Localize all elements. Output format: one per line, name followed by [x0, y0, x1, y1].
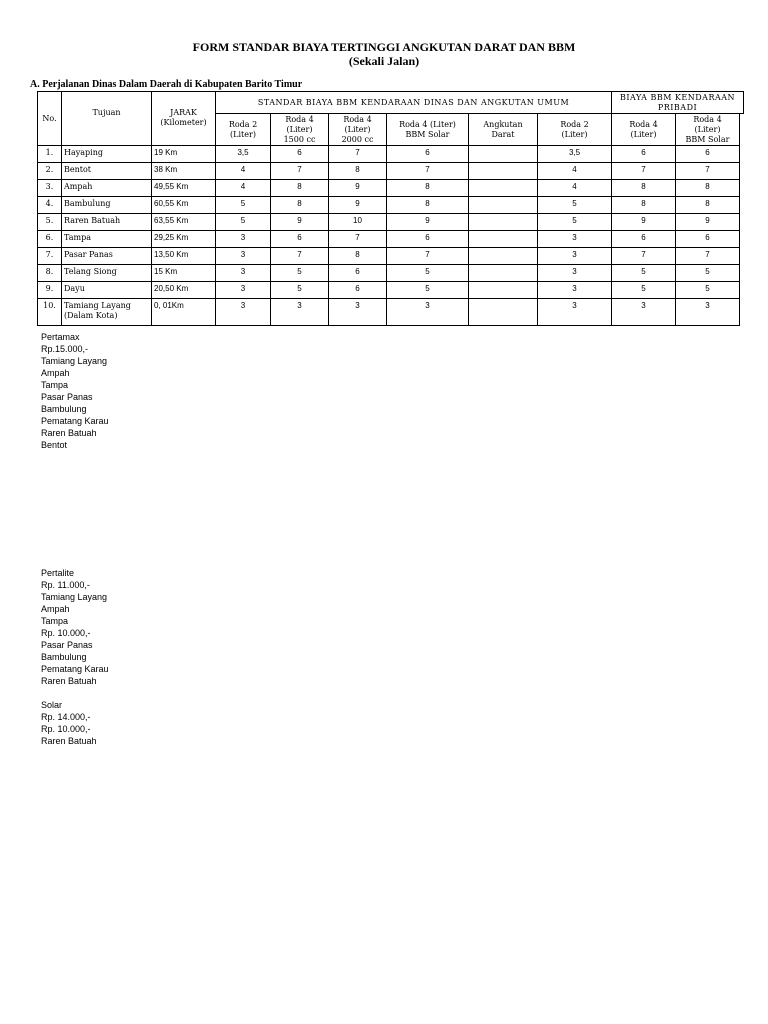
cell-dinas-roda2: 4 [216, 163, 271, 180]
cell-dinas-angkutan [469, 282, 538, 299]
note-line: Solar [41, 700, 63, 710]
header-pribadi-solar-line2: (Liter) [694, 124, 721, 134]
table-row [38, 231, 744, 248]
note-line: Raren Batuah [41, 428, 97, 438]
cell-dinas-roda4-1500: 5 [271, 282, 329, 299]
cell-pribadi-solar: 5 [676, 265, 740, 282]
cell-tujuan [62, 282, 152, 299]
note-line: Bentot [41, 440, 68, 450]
cell-dinas-angkutan [469, 197, 538, 214]
cell-dinas-roda2: 3 [216, 282, 271, 299]
cell-dinas-roda4-2000: 9 [329, 197, 387, 214]
header-dinas-roda4-2000-line2: (Liter) [344, 124, 371, 134]
header-tujuan [62, 92, 152, 146]
header-dinas-solar-line1: Roda 4 (Liter) [399, 119, 456, 129]
cell-pribadi-roda4: 3 [612, 299, 676, 326]
cell-dinas-solar: 5 [387, 282, 469, 299]
cell-jarak: 60,55 Km [152, 197, 216, 214]
cell-jarak: 19 Km [152, 146, 216, 163]
cell-dinas-roda4-1500: 9 [271, 214, 329, 231]
cell-dinas-roda4-1500: 8 [271, 180, 329, 197]
note-line: Tampa [41, 616, 69, 626]
cell-dinas-roda4-1500: 6 [271, 231, 329, 248]
header-group-pribadi: BIAYA BBM KENDARAAN PRIBADI [612, 92, 744, 114]
cell-pribadi-roda2: 5 [538, 214, 612, 231]
cell-tujuan-line1: Raren Batuah [64, 216, 121, 225]
cell-pribadi-solar: 6 [676, 231, 740, 248]
cell-no: 1. [38, 146, 62, 163]
header-pribadi-roda2-line1: Roda 2 [560, 119, 589, 129]
cell-jarak: 63,55 Km [152, 214, 216, 231]
cell-tujuan-line1: Dayu [64, 284, 85, 293]
cell-dinas-solar: 7 [387, 248, 469, 265]
cell-no: 5. [38, 214, 62, 231]
cell-tujuan-line1: Ampah [64, 182, 93, 191]
note-line: Bambulung [41, 652, 87, 662]
cell-no: 2. [38, 163, 62, 180]
cell-dinas-solar: 6 [387, 146, 469, 163]
cell-pribadi-roda2: 3,5 [538, 146, 612, 163]
cell-tujuan [62, 214, 152, 231]
table-row [38, 214, 744, 231]
note-line: Pertamax [41, 332, 80, 342]
note-line: Rp.15.000,- [41, 344, 89, 354]
cell-dinas-roda4-2000: 10 [329, 214, 387, 231]
cell-dinas-roda4-2000: 8 [329, 248, 387, 265]
cell-dinas-roda2: 5 [216, 214, 271, 231]
note-line: Rp. 10.000,- [41, 724, 91, 734]
cell-no: 3. [38, 180, 62, 197]
header-dinas-angkutan-line1: Angkutan [483, 119, 523, 129]
cell-tujuan [62, 231, 152, 248]
cell-dinas-roda4-1500: 5 [271, 265, 329, 282]
note-line: Rp. 11.000,- [41, 580, 90, 590]
cell-pribadi-roda4: 8 [612, 180, 676, 197]
note-line: Tamiang Layang [41, 592, 108, 602]
cell-tujuan-line2: (Dalam Kota) [64, 311, 118, 320]
cell-tujuan [62, 299, 152, 326]
notes-pertalite [41, 567, 109, 687]
cell-no: 6. [38, 231, 62, 248]
cell-dinas-roda2: 3 [216, 231, 271, 248]
cell-dinas-angkutan [469, 265, 538, 282]
cell-pribadi-roda4: 6 [612, 231, 676, 248]
header-pribadi-roda2-line2: (Liter) [561, 129, 588, 139]
cell-dinas-roda4-1500: 6 [271, 146, 329, 163]
cell-dinas-angkutan [469, 146, 538, 163]
cell-pribadi-roda2: 4 [538, 163, 612, 180]
cell-no: 9. [38, 282, 62, 299]
cell-jarak: 15 Km [152, 265, 216, 282]
header-dinas-roda4-2000-line1: Roda 4 [343, 114, 372, 124]
cell-no: 8. [38, 265, 62, 282]
cell-dinas-roda4-2000: 7 [329, 231, 387, 248]
document-title: FORM STANDAR BIAYA TERTINGGI ANGKUTAN DARAT DAN BBM [192, 40, 576, 54]
note-line: Raren Batuah [41, 676, 97, 686]
cell-dinas-solar: 8 [387, 180, 469, 197]
cell-dinas-solar: 3 [387, 299, 469, 326]
cell-tujuan-line1: Tampa [64, 233, 91, 242]
note-line: Pematang Karau [41, 416, 109, 426]
cell-tujuan [62, 146, 152, 163]
header-jarak-line2: (Kilometer) [160, 118, 207, 127]
cell-no: 4. [38, 197, 62, 214]
cell-dinas-solar: 9 [387, 214, 469, 231]
header-tujuan-label: Tujuan [92, 108, 121, 117]
note-line: Bambulung [41, 404, 87, 414]
cell-tujuan-line1: Pasar Panas [64, 250, 113, 259]
cell-pribadi-roda4: 6 [612, 146, 676, 163]
table-row [38, 282, 744, 299]
cell-dinas-roda4-2000: 9 [329, 180, 387, 197]
header-dinas-roda4-1500-line3: 1500 cc [283, 134, 316, 144]
cell-pribadi-solar: 7 [676, 248, 740, 265]
cell-pribadi-roda2: 4 [538, 180, 612, 197]
header-pribadi-roda2 [538, 114, 612, 146]
note-line: Rp. 14.000,- [41, 712, 91, 722]
cell-dinas-roda4-1500: 3 [271, 299, 329, 326]
cell-dinas-roda4-2000: 6 [329, 265, 387, 282]
cell-dinas-angkutan [469, 231, 538, 248]
cell-pribadi-roda4: 5 [612, 282, 676, 299]
note-line: Tamiang Layang [41, 356, 108, 366]
cell-pribadi-solar: 9 [676, 214, 740, 231]
note-line: Pematang Karau [41, 664, 109, 674]
notes-solar [41, 699, 97, 747]
cell-dinas-solar: 7 [387, 163, 469, 180]
cell-pribadi-roda2: 3 [538, 231, 612, 248]
cell-dinas-roda2: 3 [216, 265, 271, 282]
cell-dinas-roda2: 3 [216, 248, 271, 265]
header-dinas-roda2 [216, 114, 271, 146]
cell-pribadi-roda4: 7 [612, 248, 676, 265]
cell-dinas-angkutan [469, 180, 538, 197]
header-jarak-line1: JARAK [170, 108, 197, 117]
cell-dinas-roda4-1500: 7 [271, 248, 329, 265]
standard-cost-table [37, 91, 744, 326]
header-dinas-angkutan-line2: Darat [491, 129, 515, 139]
header-dinas-solar-line2: BBM Solar [405, 129, 450, 139]
note-line: Raren Batuah [41, 736, 97, 746]
cell-dinas-solar: 6 [387, 231, 469, 248]
cell-tujuan [62, 180, 152, 197]
table-row [38, 299, 744, 326]
cell-jarak: 38 Km [152, 163, 216, 180]
cell-jarak: 20,50 Km [152, 282, 216, 299]
cell-tujuan [62, 163, 152, 180]
cell-dinas-roda2: 4 [216, 180, 271, 197]
note-line: Ampah [41, 368, 70, 378]
cell-pribadi-roda2: 5 [538, 197, 612, 214]
cell-jarak: 13,50 Km [152, 248, 216, 265]
header-dinas-roda4-1500-line2: (Liter) [286, 124, 313, 134]
cell-tujuan-line1: Bentot [64, 165, 92, 174]
cell-pribadi-solar: 5 [676, 282, 740, 299]
cell-dinas-roda4-2000: 8 [329, 163, 387, 180]
header-pribadi-solar-line3: BBM Solar [685, 134, 730, 144]
cell-dinas-roda4-1500: 8 [271, 197, 329, 214]
note-line: Pasar Panas [41, 392, 93, 402]
cell-pribadi-solar: 8 [676, 197, 740, 214]
header-jarak [152, 92, 216, 146]
header-dinas-roda2-line2: (Liter) [230, 129, 256, 139]
header-group-dinas: STANDAR BIAYA BBM KENDARAAN DINAS DAN ANGKUTAN UMUM [216, 92, 612, 114]
cell-no: 10. [38, 299, 62, 326]
note-line: Ampah [41, 604, 70, 614]
cell-pribadi-roda2: 3 [538, 265, 612, 282]
note-line: Tampa [41, 380, 69, 390]
note-line: Pasar Panas [41, 640, 93, 650]
note-line: Rp. 10.000,- [41, 628, 91, 638]
cell-dinas-roda4-1500: 7 [271, 163, 329, 180]
cell-tujuan-line1: Hayaping [64, 148, 103, 157]
table-row [38, 180, 744, 197]
header-dinas-solar [387, 114, 469, 146]
cell-pribadi-roda4: 5 [612, 265, 676, 282]
header-pribadi-solar-line1: Roda 4 [693, 114, 722, 124]
table-row [38, 146, 744, 163]
header-dinas-roda2-line1: Roda 2 [228, 119, 258, 129]
header-pribadi-solar [676, 114, 740, 146]
cell-tujuan [62, 197, 152, 214]
cell-dinas-angkutan [469, 248, 538, 265]
cell-dinas-solar: 5 [387, 265, 469, 282]
cell-pribadi-roda2: 3 [538, 248, 612, 265]
header-dinas-angkutan [469, 114, 538, 146]
header-dinas-roda4-2000-line3: 2000 cc [341, 134, 374, 144]
section-heading: A. Perjalanan Dinas Dalam Daerah di Kabupaten Barito Timur [30, 79, 303, 90]
cell-pribadi-roda4: 9 [612, 214, 676, 231]
cell-tujuan [62, 248, 152, 265]
header-dinas-roda4-1500 [271, 114, 329, 146]
header-dinas-roda4-1500-line1: Roda 4 [285, 114, 314, 124]
note-line: Pertalite [41, 568, 75, 578]
cell-pribadi-roda2: 3 [538, 299, 612, 326]
table-row [38, 248, 744, 265]
cell-dinas-angkutan [469, 299, 538, 326]
cell-dinas-roda2: 5 [216, 197, 271, 214]
cell-tujuan-line1: Bambulung [64, 199, 111, 208]
document-subtitle: (Sekali Jalan) [348, 54, 420, 68]
cell-pribadi-solar: 7 [676, 163, 740, 180]
cell-tujuan-line1: Tamiang Layang [64, 301, 131, 310]
cell-pribadi-roda2: 3 [538, 282, 612, 299]
cell-jarak: 49,55 Km [152, 180, 216, 197]
cell-pribadi-solar: 6 [676, 146, 740, 163]
cell-dinas-roda4-2000: 7 [329, 146, 387, 163]
header-pribadi-roda4-line1: Roda 4 [629, 119, 658, 129]
cell-tujuan-line1: Telang Siong [64, 267, 117, 276]
cell-dinas-angkutan [469, 163, 538, 180]
notes-pertamax [41, 331, 109, 451]
cell-jarak: 0, 01Km [152, 299, 216, 326]
table-row [38, 265, 744, 282]
cell-dinas-roda4-2000: 6 [329, 282, 387, 299]
cell-dinas-roda2: 3 [216, 299, 271, 326]
table-row [38, 163, 744, 180]
header-pribadi-roda4 [612, 114, 676, 146]
cell-dinas-solar: 8 [387, 197, 469, 214]
header-dinas-roda4-2000 [329, 114, 387, 146]
cell-no: 7. [38, 248, 62, 265]
cell-pribadi-solar: 3 [676, 299, 740, 326]
cell-pribadi-solar: 8 [676, 180, 740, 197]
cell-tujuan [62, 265, 152, 282]
cell-pribadi-roda4: 8 [612, 197, 676, 214]
cell-dinas-roda2: 3,5 [216, 146, 271, 163]
header-no: No. [38, 92, 62, 146]
table-row [38, 197, 744, 214]
cell-jarak: 29,25 Km [152, 231, 216, 248]
cell-dinas-roda4-2000: 3 [329, 299, 387, 326]
cell-dinas-angkutan [469, 214, 538, 231]
header-pribadi-roda4-line2: (Liter) [630, 129, 657, 139]
cell-pribadi-roda4: 7 [612, 163, 676, 180]
